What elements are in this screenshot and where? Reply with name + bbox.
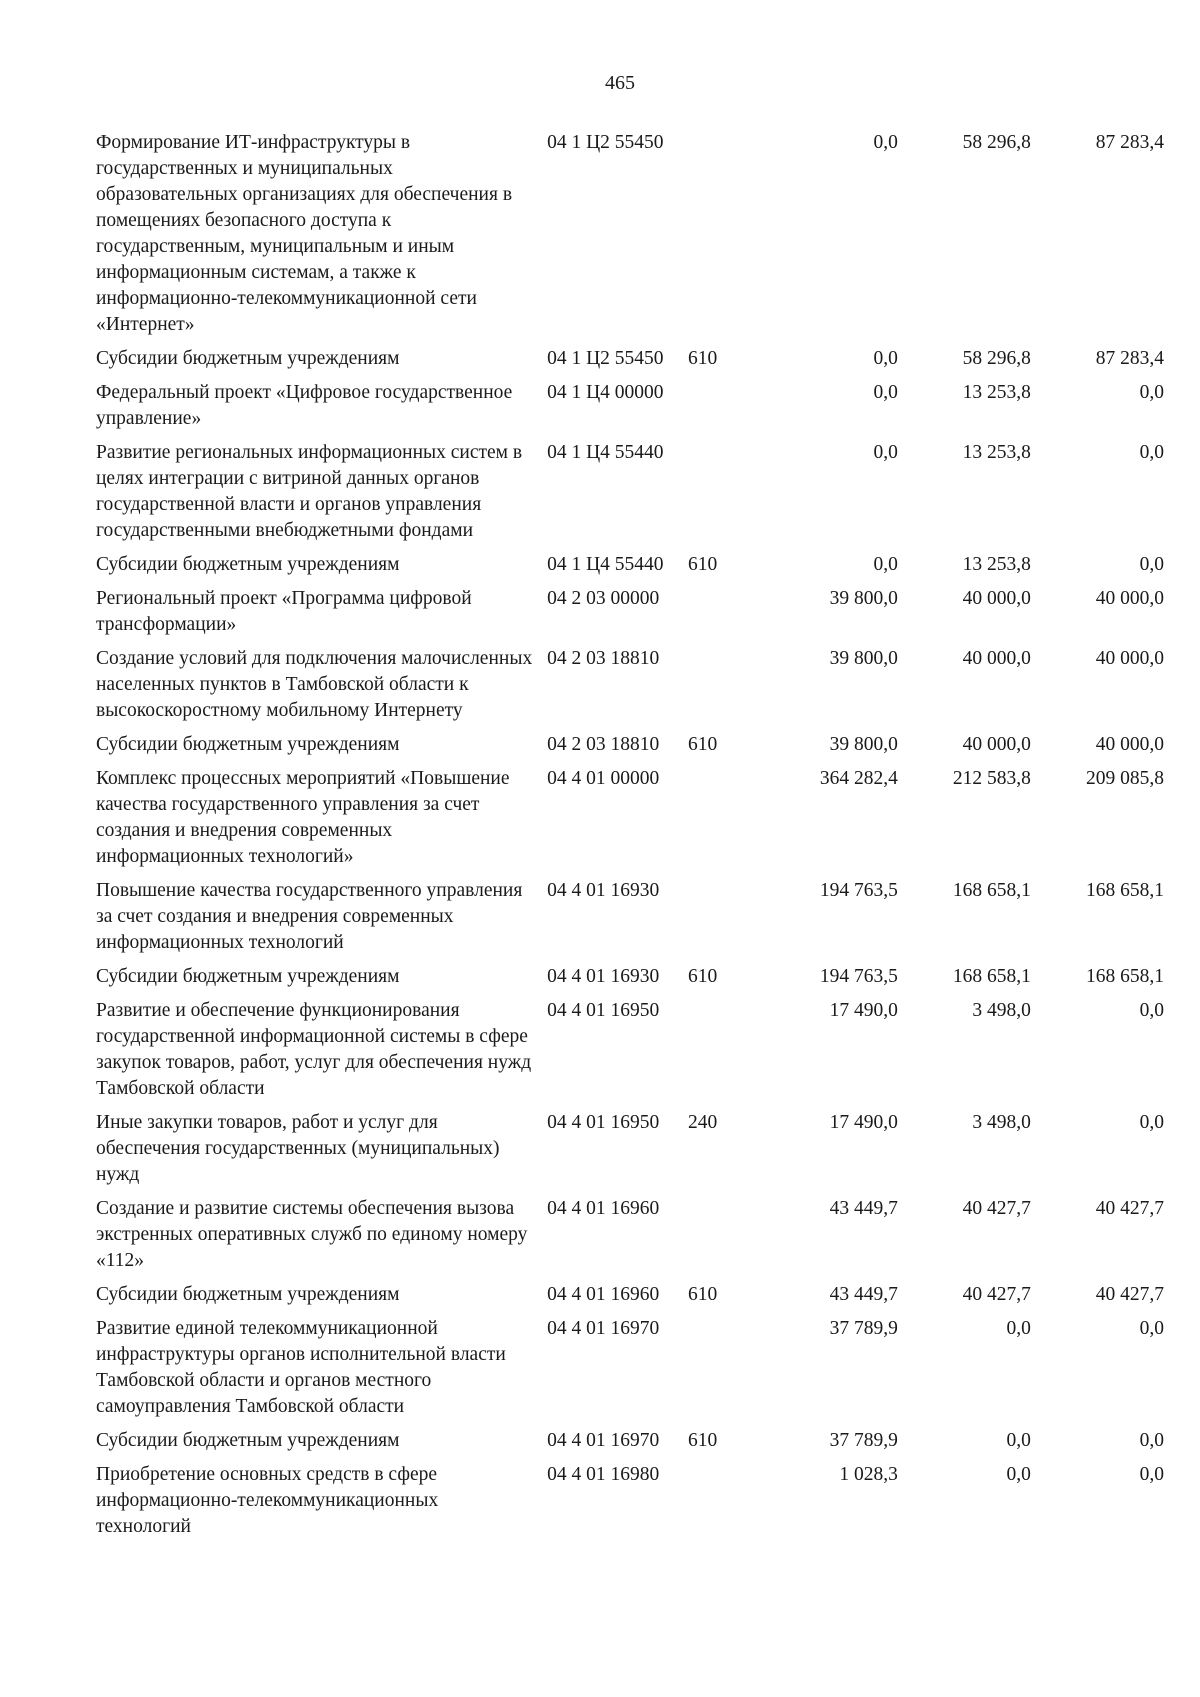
row-value-2: 40 000,0 (962, 588, 1031, 609)
row-expense-type: 610 (687, 348, 718, 369)
row-value-3: 209 085,8 (1086, 768, 1164, 789)
table-row (96, 964, 1164, 990)
row-code: 04 4 01 16970 (547, 1318, 660, 1339)
table-row (96, 130, 1164, 338)
row-name: Субсидии бюджетным учреждениям (96, 966, 400, 987)
row-value-2: 40 427,7 (962, 1284, 1031, 1305)
row-code: 04 1 Ц4 55440 (547, 442, 664, 463)
row-name: Иные закупки товаров, работ и услуг для обеспечения государственных (муниципальных) нужд (96, 1112, 500, 1185)
row-value-3: 0,0 (1139, 382, 1164, 403)
row-value-3: 0,0 (1139, 1464, 1164, 1485)
table-row (96, 1282, 1164, 1308)
row-value-2: 3 498,0 (972, 1112, 1031, 1133)
row-value-1: 0,0 (873, 348, 898, 369)
row-code: 04 1 Ц4 00000 (547, 382, 664, 403)
row-value-1: 17 490,0 (829, 1000, 898, 1021)
row-expense-type: 610 (687, 734, 718, 755)
row-value-3: 87 283,4 (1095, 348, 1164, 369)
row-code: 04 4 01 16960 (547, 1198, 660, 1219)
row-code: 04 2 03 18810 (547, 648, 660, 669)
row-value-1: 17 490,0 (829, 1112, 898, 1133)
row-name: Субсидии бюджетным учреждениям (96, 734, 400, 755)
table-row (96, 1462, 1164, 1540)
row-value-2: 13 253,8 (962, 442, 1031, 463)
row-code: 04 4 01 16960 (547, 1284, 660, 1305)
row-name: Развитие единой телекоммуникационной инфраструктуры органов исполнительной власти Тамбовской области и органов местного самоуправления Тамбовской области (96, 1318, 506, 1417)
table-row (96, 346, 1164, 372)
row-value-2: 0,0 (1006, 1430, 1031, 1451)
row-value-2: 40 000,0 (962, 734, 1031, 755)
row-name: Региональный проект «Программа цифровой трансформации» (96, 588, 472, 635)
row-code: 04 4 01 16970 (547, 1430, 660, 1451)
row-value-2: 0,0 (1006, 1318, 1031, 1339)
row-name: Формирование ИТ-инфраструктуры в государственных и муниципальных образовательных организациях для обеспечения в помещениях безопасного доступа к государственным, муниципальным и иным информационным системам, а также к информационно-телекоммуникационной сети «Интернет» (96, 132, 513, 335)
row-value-1: 39 800,0 (829, 648, 898, 669)
row-value-3: 0,0 (1139, 1430, 1164, 1451)
row-code: 04 4 01 16980 (547, 1464, 660, 1485)
table-row (96, 1316, 1164, 1420)
row-value-3: 40 000,0 (1095, 648, 1164, 669)
row-value-1: 194 763,5 (819, 966, 898, 987)
row-value-2: 58 296,8 (962, 348, 1031, 369)
table-row (96, 586, 1164, 638)
row-value-2: 168 658,1 (952, 966, 1031, 987)
row-expense-type: 610 (687, 966, 718, 987)
table-row (96, 732, 1164, 758)
table-row (96, 766, 1164, 870)
row-name: Субсидии бюджетным учреждениям (96, 554, 400, 575)
row-code: 04 1 Ц2 55450 (547, 348, 664, 369)
page-number: 465 (605, 72, 635, 94)
row-value-3: 40 427,7 (1095, 1198, 1164, 1219)
row-value-1: 194 763,5 (819, 880, 898, 901)
table-row (96, 1428, 1164, 1454)
table-row (96, 998, 1164, 1102)
row-value-1: 43 449,7 (829, 1198, 898, 1219)
row-value-3: 0,0 (1139, 554, 1164, 575)
table-row (96, 1196, 1164, 1274)
row-name: Создание условий для подключения малочисленных населенных пунктов в Тамбовской области к высокоскоростному мобильному Интернету (96, 648, 533, 721)
row-code: 04 4 01 16930 (547, 966, 660, 987)
row-value-2: 212 583,8 (952, 768, 1031, 789)
row-name: Субсидии бюджетным учреждениям (96, 348, 400, 369)
row-code: 04 2 03 18810 (547, 734, 660, 755)
row-value-2: 40 427,7 (962, 1198, 1031, 1219)
row-name: Повышение качества государственного управления за счет создания и внедрения современных информационных технологий (96, 880, 523, 953)
table-row (96, 646, 1164, 724)
row-name: Приобретение основных средств в сфере информационно-телекоммуникационных технологий (96, 1464, 439, 1537)
row-value-3: 0,0 (1139, 1000, 1164, 1021)
row-value-1: 37 789,9 (829, 1318, 898, 1339)
row-value-3: 0,0 (1139, 1318, 1164, 1339)
row-value-3: 40 427,7 (1095, 1284, 1164, 1305)
row-value-3: 0,0 (1139, 1112, 1164, 1133)
row-value-1: 0,0 (873, 554, 898, 575)
table-row (96, 380, 1164, 432)
row-value-1: 37 789,9 (829, 1430, 898, 1451)
row-code: 04 1 Ц2 55450 (547, 132, 664, 153)
row-value-1: 39 800,0 (829, 734, 898, 755)
row-value-3: 87 283,4 (1095, 132, 1164, 153)
row-value-1: 1 028,3 (839, 1464, 898, 1485)
row-expense-type: 240 (687, 1112, 718, 1133)
row-value-2: 3 498,0 (972, 1000, 1031, 1021)
row-value-2: 13 253,8 (962, 382, 1031, 403)
row-value-1: 43 449,7 (829, 1284, 898, 1305)
budget-table (96, 130, 1164, 1548)
row-code: 04 4 01 16930 (547, 880, 660, 901)
row-code: 04 4 01 16950 (547, 1112, 660, 1133)
row-code: 04 1 Ц4 55440 (547, 554, 664, 575)
row-code: 04 2 03 00000 (547, 588, 660, 609)
row-value-2: 0,0 (1006, 1464, 1031, 1485)
table-row (96, 1110, 1164, 1188)
row-code: 04 4 01 00000 (547, 768, 660, 789)
row-value-1: 39 800,0 (829, 588, 898, 609)
row-value-3: 168 658,1 (1086, 880, 1164, 901)
row-expense-type: 610 (687, 554, 718, 575)
table-row (96, 440, 1164, 544)
row-value-3: 168 658,1 (1086, 966, 1164, 987)
row-value-3: 40 000,0 (1095, 588, 1164, 609)
row-value-1: 0,0 (873, 382, 898, 403)
row-name: Субсидии бюджетным учреждениям (96, 1430, 400, 1451)
row-value-1: 0,0 (873, 442, 898, 463)
row-expense-type: 610 (687, 1284, 718, 1305)
row-name: Субсидии бюджетным учреждениям (96, 1284, 400, 1305)
table-row (96, 552, 1164, 578)
row-value-1: 0,0 (873, 132, 898, 153)
row-code: 04 4 01 16950 (547, 1000, 660, 1021)
row-value-3: 40 000,0 (1095, 734, 1164, 755)
row-name: Создание и развитие системы обеспечения вызова экстренных оперативных служб по единому номеру «112» (96, 1198, 528, 1271)
row-name: Комплекс процессных мероприятий «Повышение качества государственного управления за счет создания и внедрения современных информационных технологий» (96, 768, 510, 867)
row-value-2: 168 658,1 (952, 880, 1031, 901)
table-row (96, 878, 1164, 956)
row-name: Федеральный проект «Цифровое государственное управление» (96, 382, 513, 429)
row-expense-type: 610 (687, 1430, 718, 1451)
row-value-2: 40 000,0 (962, 648, 1031, 669)
row-value-1: 364 282,4 (819, 768, 898, 789)
row-name: Развитие региональных информационных систем в целях интеграции с витриной данных органов государственной власти и органов управления государственными внебюджетными фондами (96, 442, 523, 541)
row-name: Развитие и обеспечение функционирования государственной информационной системы в сфере закупок товаров, работ, услуг для обеспечения нужд Тамбовской области (96, 1000, 532, 1099)
row-value-2: 13 253,8 (962, 554, 1031, 575)
row-value-2: 58 296,8 (962, 132, 1031, 153)
row-value-3: 0,0 (1139, 442, 1164, 463)
